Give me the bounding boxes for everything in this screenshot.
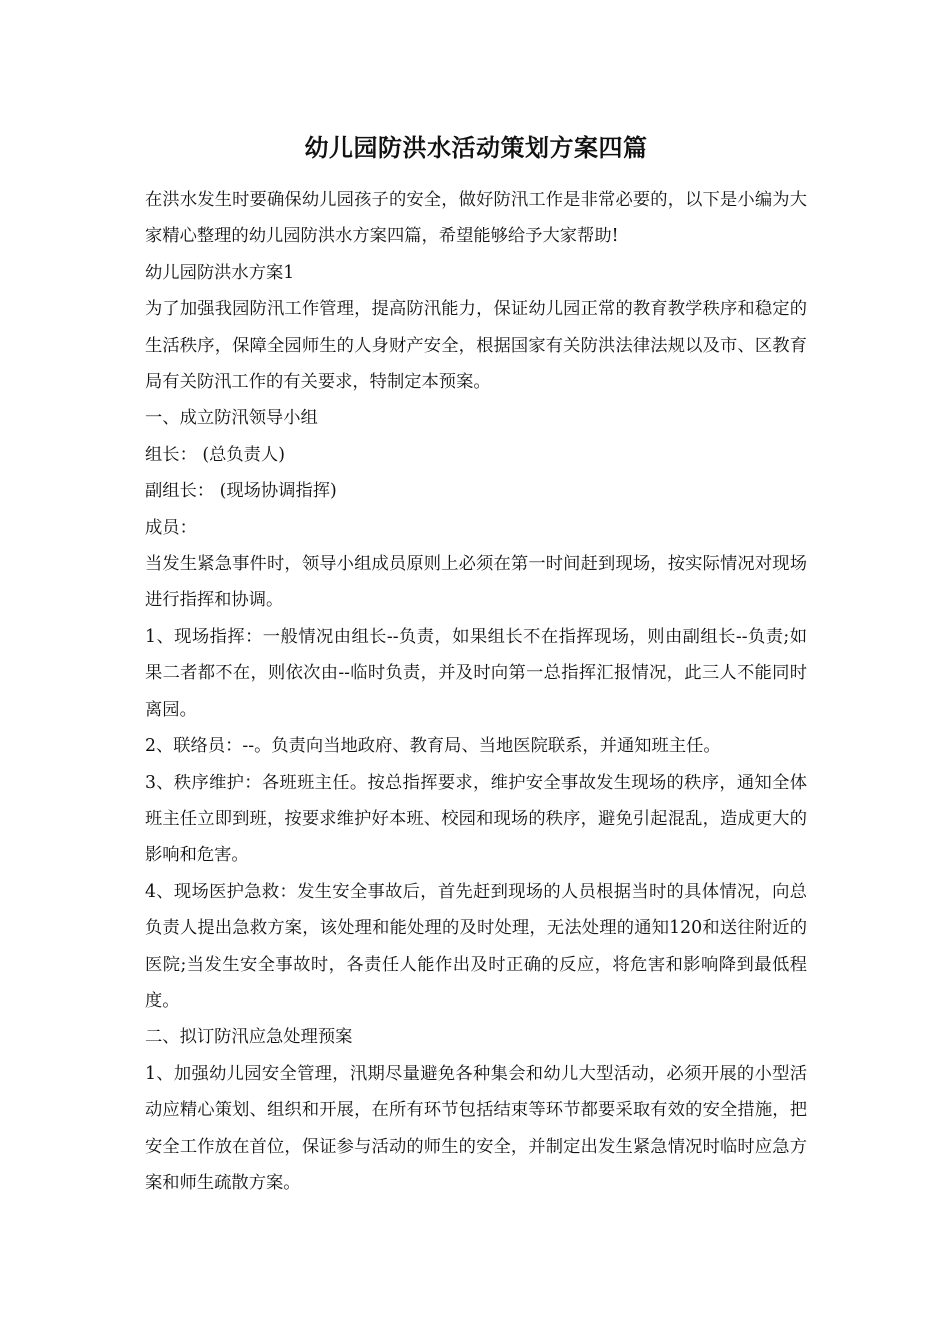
intro-paragraph: 在洪水发生时要确保幼儿园孩子的安全，做好防汛工作是非常必要的，以下是小编为大家精心整理的幼儿园防洪水方案四篇，希望能够给予大家帮助! [145, 190, 807, 247]
emergency-response-paragraph: 当发生紧急事件时，领导小组成员原则上必须在第一时间赶到现场，按实际情况对现场进行指挥和协调。 [145, 554, 807, 611]
on-site-command-item: 1、现场指挥：一般情况由组长--负责，如果组长不在指挥现场，则由副组长--负责;如果二者都不在，则依次由--临时负责，并及时向第一总指挥汇报情况，此三人不能同时离园。 [145, 626, 807, 720]
medical-first-aid-item: 4、现场医护急救：发生安全事故后，首先赶到现场的人员根据当时的具体情况，向总负责人提出急救方案，该处理和能处理的及时处理，无法处理的通知120和送往附近的医院;当发生安全事故时，各责任人能作出及时正确的反应，将危害和影响降到最低程度。 [145, 881, 807, 1011]
members-line: 成员： [145, 517, 197, 538]
heading-emergency-plan: 二、拟订防汛应急处理预案 [145, 1027, 353, 1048]
document-title: 幼儿园防洪水活动策划方案四篇 [304, 133, 648, 162]
safety-management-item: 1、加强幼儿园安全管理，汛期尽量避免各种集会和幼儿大型活动，必须开展的小型活动应精心策划、组织和开展，在所有环节包括结束等环节都要采取有效的安全措施，把安全工作放在首位，保证参与活动的师生的安全，并制定出发生紧急情况时临时应急方案和师生疏散方案。 [145, 1063, 807, 1193]
purpose-paragraph: 为了加强我园防汛工作管理，提高防汛能力，保证幼儿园正常的教育教学秩序和稳定的生活秩序，保障全园师生的人身财产安全，根据国家有关防洪法律法规以及市、区教育局有关防汛工作的有关要求，特制定本预案。 [145, 299, 807, 393]
heading-leadership-group: 一、成立防汛领导小组 [145, 408, 318, 429]
group-leader-line: 组长： (总负责人) [145, 444, 285, 465]
liaison-item: 2、联络员：--。负责向当地政府、教育局、当地医院联系，并通知班主任。 [145, 736, 721, 757]
order-maintenance-item: 3、秩序维护：各班班主任。按总指挥要求，维护安全事故发生现场的秩序，通知全体班主任立即到班，按要求维护好本班、校园和现场的秩序，避免引起混乱，造成更大的影响和危害。 [145, 772, 807, 866]
deputy-leader-line: 副组长： (现场协调指挥) [145, 481, 337, 502]
section-heading-plan-1: 幼儿园防洪水方案1 [145, 262, 295, 283]
document-body [145, 182, 807, 1201]
